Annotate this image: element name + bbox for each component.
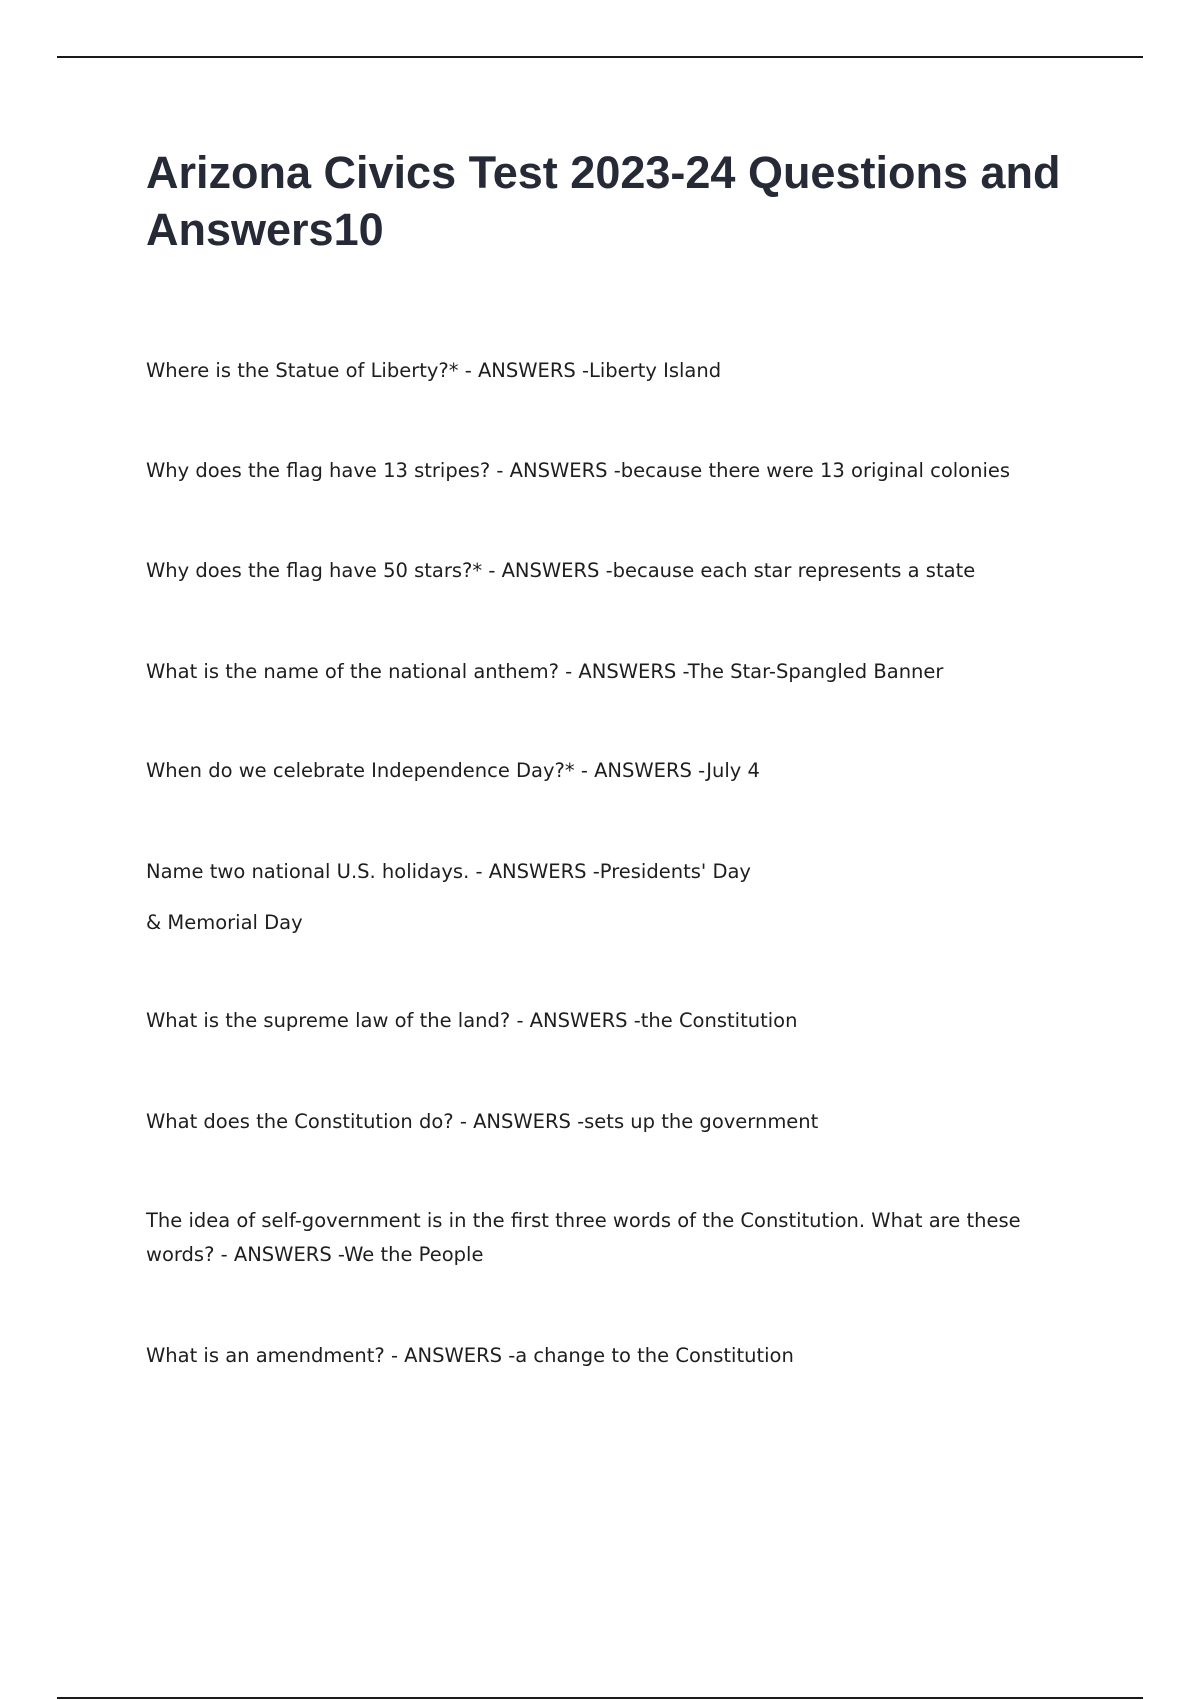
qa-item [146,1339,1086,1373]
qa-text-continuation: & Memorial Day [146,911,303,934]
qa-text: Name two national U.S. holidays. - ANSWERS -Presidents' Day [146,860,751,883]
qa-text: Why does the flag have 13 stripes? - ANSWERS -because there were 13 original colonies [146,459,1011,482]
qa-text: Where is the Statue of Liberty?* - ANSWERS -Liberty Island [146,359,722,382]
qa-item [146,1004,1086,1038]
qa-item [146,855,1086,940]
qa-item [146,1204,1086,1272]
qa-item [146,754,1086,788]
qa-item [146,554,1086,588]
bottom-rule [57,1697,1143,1699]
qa-text: What does the Constitution do? - ANSWERS -sets up the government [146,1110,819,1133]
qa-item [146,655,1086,689]
qa-item [146,354,1086,388]
document-title: Arizona Civics Test 2023-24 Questions and Answers10 [146,147,1061,255]
qa-text: The idea of self-government is in the first three words of the Constitution. What are these [146,1209,1021,1232]
qa-text: What is the name of the national anthem? - ANSWERS -The Star-Spangled Banner [146,660,944,683]
qa-text: Why does the flag have 50 stars?* - ANSWERS -because each star represents a state [146,559,976,582]
top-rule [57,56,1143,58]
qa-text: What is an amendment? - ANSWERS -a change to the Constitution [146,1344,794,1367]
qa-text: When do we celebrate Independence Day?* - ANSWERS -July 4 [146,759,760,782]
qa-item [146,454,1086,488]
qa-text: What is the supreme law of the land? - ANSWERS -the Constitution [146,1009,798,1032]
qa-item [146,1105,1086,1139]
qa-text: words? - ANSWERS -We the People [146,1243,484,1266]
